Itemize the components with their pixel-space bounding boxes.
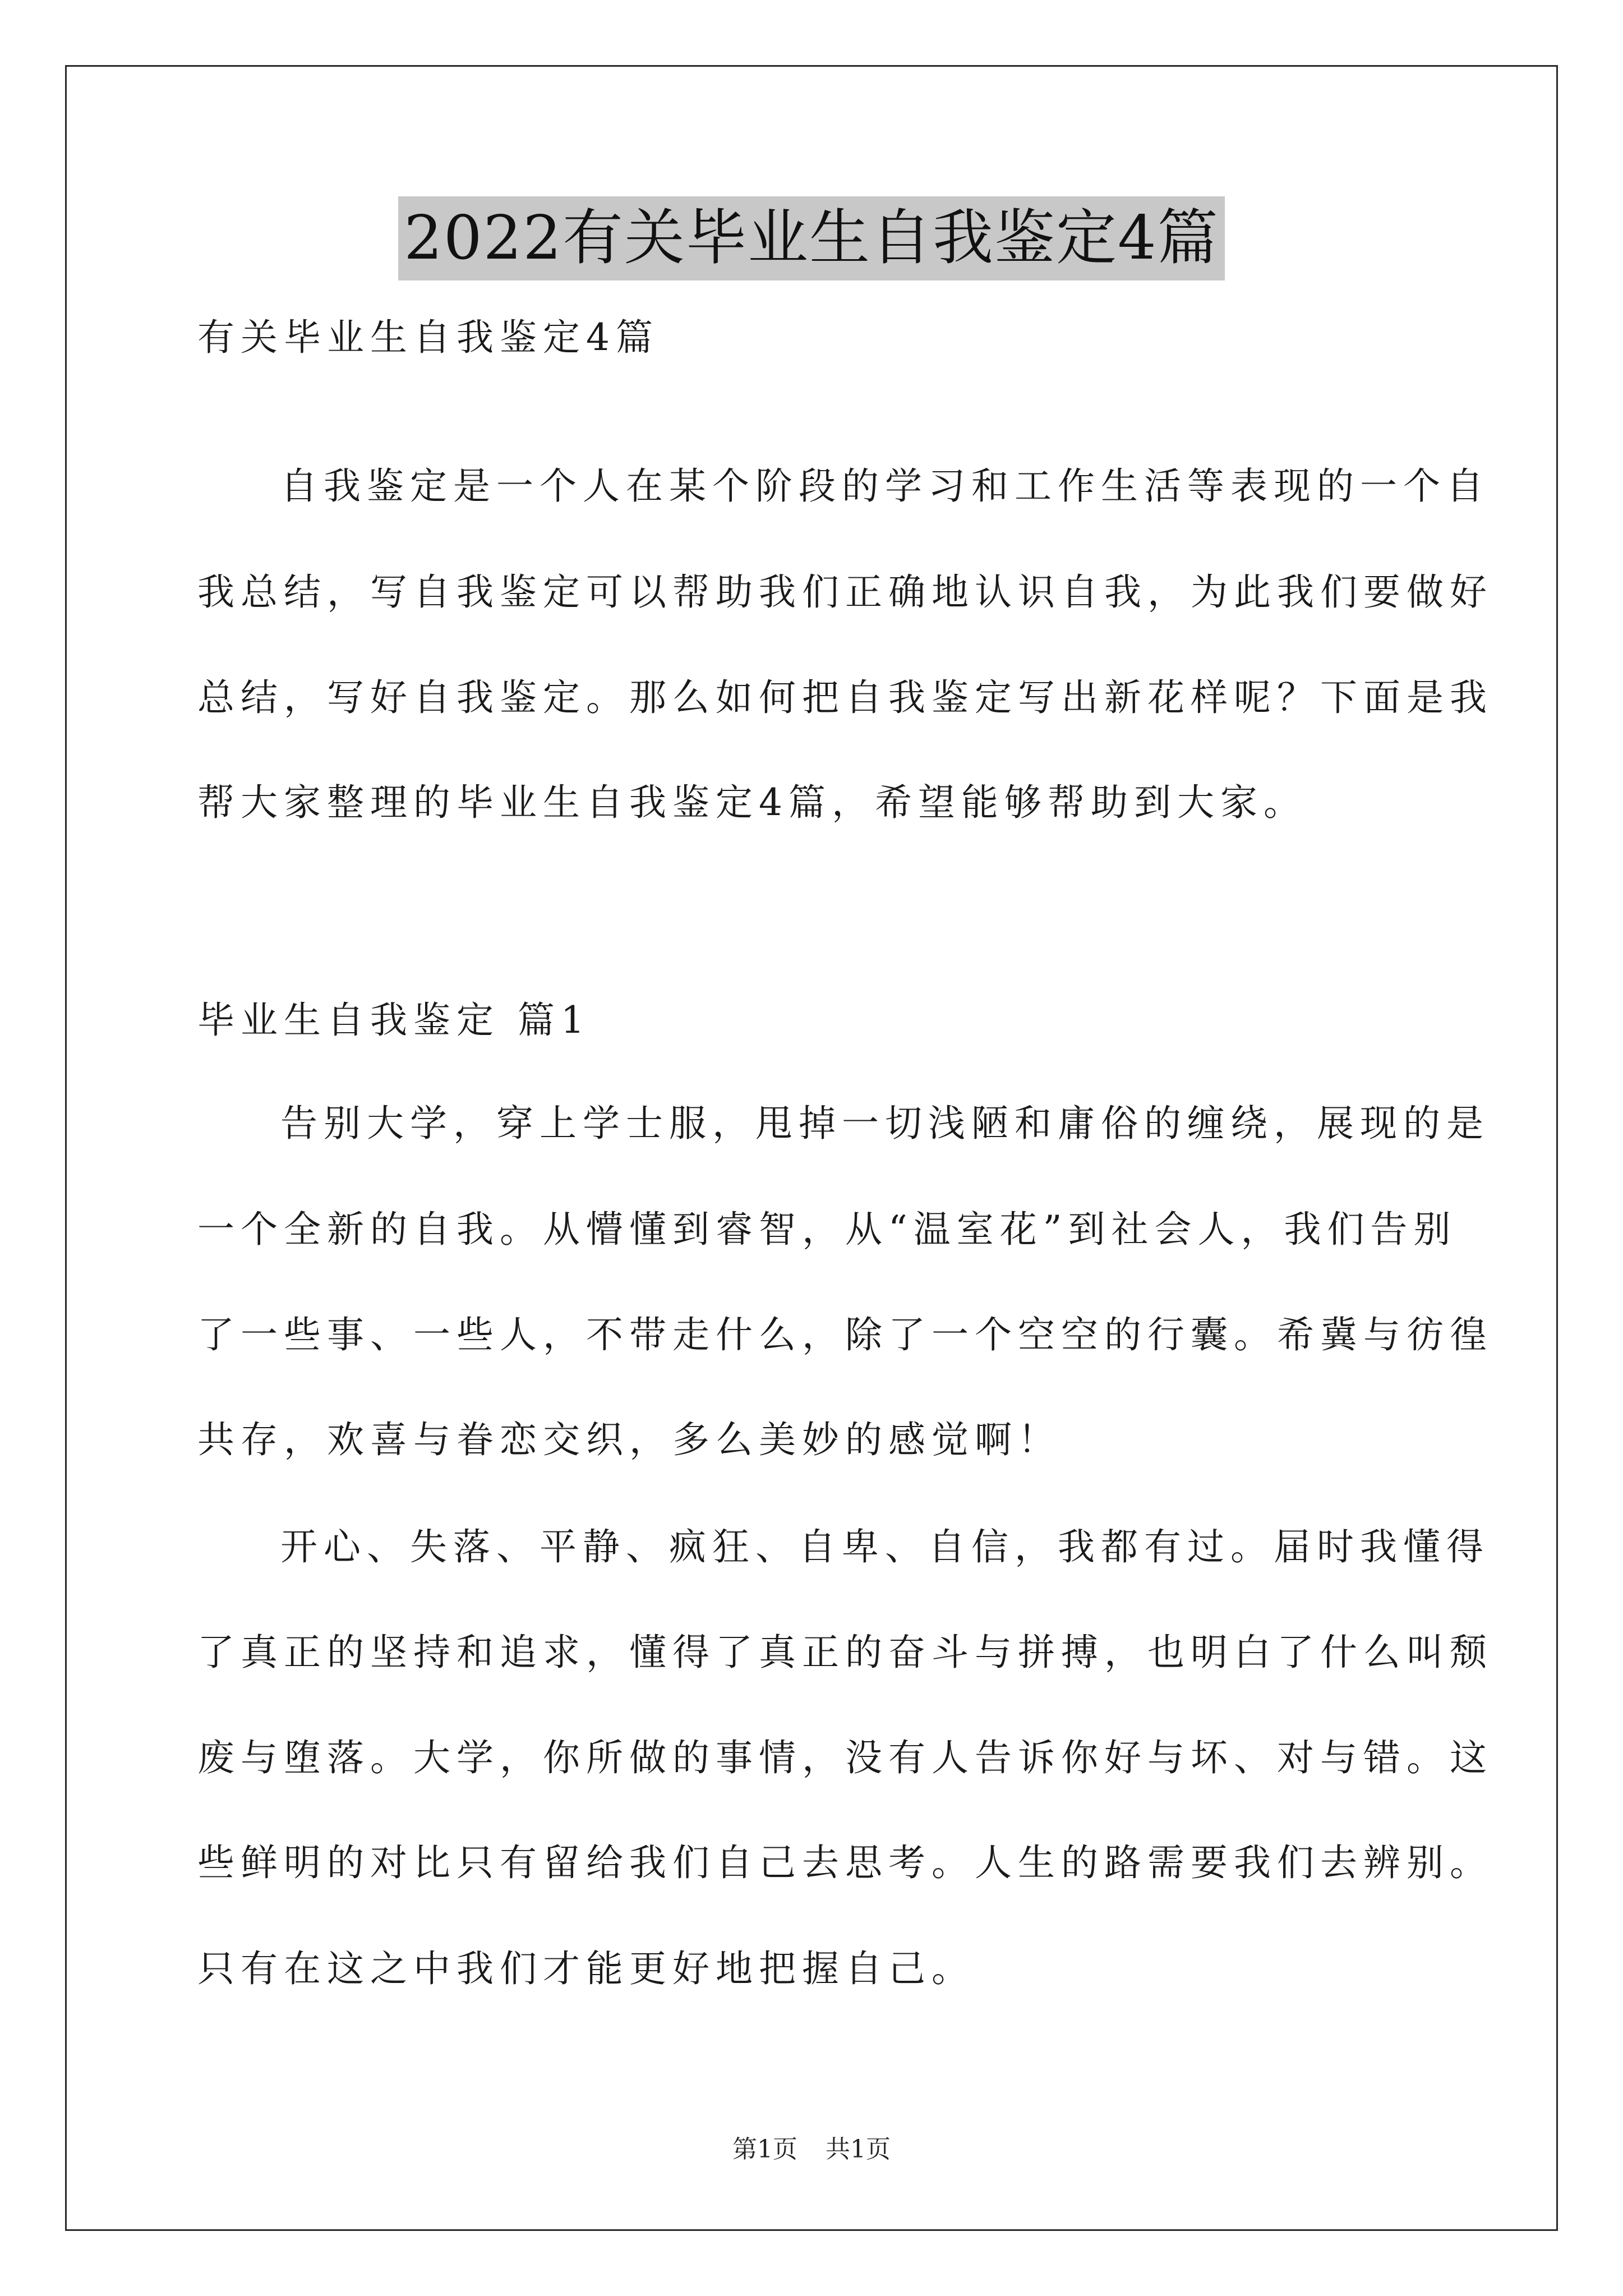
section-heading: 毕业生自我鉴定 篇1: [197, 999, 591, 1042]
paragraph-line: 废与堕落。大学，你所做的事情，没有人告诉你好与坏、对与错。这: [197, 1736, 1493, 1779]
intro-line: 总结，写好自我鉴定。那么如何把自我鉴定写出新花样呢？下面是我: [197, 676, 1493, 719]
page-footer: [0, 2129, 1623, 2165]
document-subtitle: 有关毕业生自我鉴定4篇: [197, 316, 659, 359]
intro-line: 我总结，写自我鉴定可以帮助我们正确地认识自我，为此我们要做好: [197, 570, 1493, 614]
document-title: 2022有关毕业生自我鉴定4篇: [398, 196, 1225, 280]
page-number: 第1页: [732, 2135, 797, 2164]
paragraph-line: 告别大学，穿上学士服，甩掉一切浅陋和庸俗的缠绕，展现的是: [280, 1102, 1490, 1145]
paragraph-line: 了真正的坚持和追求，懂得了真正的奋斗与拼搏，也明白了什么叫颓: [197, 1631, 1493, 1674]
paragraph-line: 一个全新的自我。从懵懂到睿智，从“温室花”到社会人，我们告别: [197, 1208, 1457, 1251]
paragraph-line: 开心、失落、平静、疯狂、自卑、自信，我都有过。届时我懂得: [280, 1525, 1490, 1568]
intro-line: 自我鉴定是一个人在某个阶段的学习和工作生活等表现的一个自: [280, 464, 1490, 508]
page-total: 共1页: [826, 2135, 891, 2164]
paragraph-line: 只有在这之中我们才能更好地把握自己。: [197, 1947, 975, 1990]
intro-line: 帮大家整理的毕业生自我鉴定4篇，希望能够帮助到大家。: [197, 781, 1307, 824]
paragraph-line: 共存，欢喜与眷恋交织，多么美妙的感觉啊！: [197, 1418, 1061, 1461]
paragraph-line: 些鲜明的对比只有留给我们自己去思考。人生的路需要我们去辨别。: [197, 1841, 1493, 1884]
paragraph-line: 了一些事、一些人，不带走什么，除了一个空空的行囊。希冀与彷徨: [197, 1313, 1493, 1356]
title-container: [0, 196, 1623, 280]
